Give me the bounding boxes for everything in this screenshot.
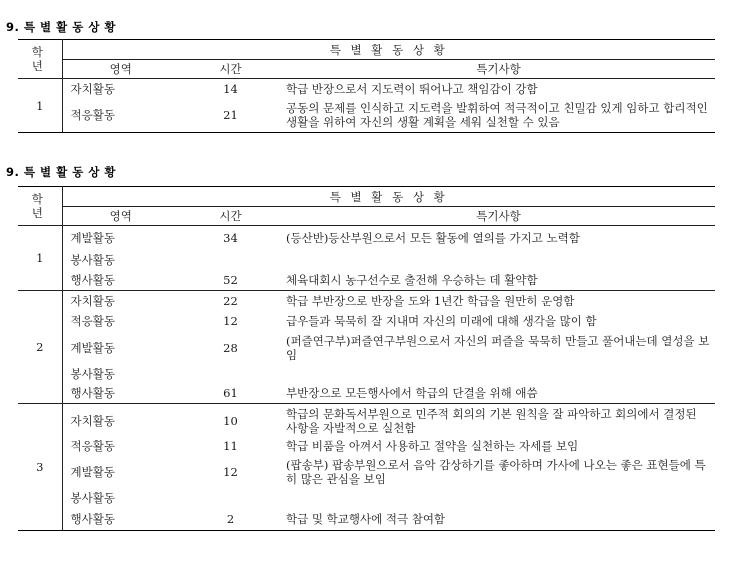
section1-table bbox=[18, 39, 715, 133]
notes-cell: (등산반)등산부원으로서 모든 활동에 열의를 가지고 노력함 bbox=[286, 231, 580, 245]
notes-cell: 급우들과 묵묵히 잘 지내며 자신의 미래에 대해 생각을 많이 함 bbox=[286, 314, 597, 328]
hours-cell bbox=[179, 365, 282, 383]
table-row bbox=[18, 437, 715, 454]
table-row bbox=[18, 454, 715, 489]
notes-cell: 부반장으로 모든행사에서 학급의 단결을 위해 애씀 bbox=[282, 383, 715, 404]
area-cell: 자치활동 bbox=[70, 413, 115, 428]
hours-cell: 61 bbox=[179, 383, 282, 404]
hours-header: 시간 bbox=[179, 207, 282, 226]
notes-cell: 공동의 문제를 인식하고 지도력을 발휘하여 적극적이고 친밀감 있게 임하고 합리적인 생활을 위하여 자신의 생활 계획을 세워 실천할 수 있음 bbox=[282, 98, 715, 133]
hours-cell bbox=[179, 489, 282, 507]
area-cell: 행사활동 bbox=[62, 269, 179, 291]
hours-cell: 21 bbox=[179, 98, 282, 133]
table-row bbox=[18, 311, 715, 331]
table-row bbox=[18, 404, 715, 438]
table-row bbox=[18, 383, 715, 404]
notes-cell: 체육대회시 농구선수로 출전해 우승하는 데 활약함 bbox=[282, 269, 715, 291]
area-cell: 자치활동 bbox=[70, 294, 115, 308]
hours-cell: 52 bbox=[179, 269, 282, 291]
hours-cell bbox=[179, 250, 282, 269]
area-cell: 행사활동 bbox=[62, 383, 179, 404]
table-row bbox=[18, 250, 715, 269]
notes-cell: (퍼즐연구부)퍼즐연구부원으로서 자신의 퍼즐을 묵묵히 만들고 풀어내는데 열성을 보임 bbox=[286, 334, 710, 362]
activity-group-header: 특 별 활 동 상 황 bbox=[62, 40, 715, 60]
grade-cell: 1 bbox=[18, 79, 62, 133]
table-row bbox=[18, 331, 715, 365]
notes-cell: 학급 및 학교행사에 적극 참여함 bbox=[282, 507, 715, 531]
table-row bbox=[18, 291, 715, 312]
hours-cell: 11 bbox=[223, 438, 238, 453]
notes-cell bbox=[282, 365, 715, 383]
table-row bbox=[18, 79, 715, 99]
notes-cell: 학급의 문화독서부원으로 민주적 회의의 기본 원칙을 잘 파악하고 회의에서 결정된 사항을 자발적으로 실천함 bbox=[286, 406, 697, 435]
table-row bbox=[18, 365, 715, 383]
grade-cell: 3 bbox=[18, 404, 62, 531]
notes-cell: 학급 반장으로서 지도력이 뛰어나고 책임감이 강함 bbox=[286, 81, 538, 96]
section1-title: 9. 특 별 활 동 상 황 bbox=[6, 20, 117, 34]
notes-cell bbox=[282, 250, 715, 269]
hours-cell: 12 bbox=[223, 464, 238, 479]
area-header: 영역 bbox=[62, 60, 179, 79]
notes-cell: 학급 부반장으로 반장을 도와 1년간 학급을 원만히 운영함 bbox=[286, 294, 575, 308]
notes-cell: (팝송부) 팝송부원으로서 음악 감상하기를 좋아하며 가사에 나오는 좋은 표현들에 특히 많은 관심을 보임 bbox=[286, 457, 706, 486]
area-cell: 계발활동 bbox=[70, 464, 115, 479]
grade-header: 학 년 bbox=[18, 187, 62, 226]
section2-table bbox=[18, 186, 715, 531]
table-row bbox=[18, 98, 715, 133]
table-row bbox=[18, 507, 715, 531]
notes-cell bbox=[282, 489, 715, 507]
area-cell: 적응활동 bbox=[62, 98, 179, 133]
hours-cell: 22 bbox=[223, 294, 238, 308]
area-cell: 적응활동 bbox=[70, 314, 115, 328]
grade-cell: 2 bbox=[18, 291, 62, 404]
hours-cell: 28 bbox=[223, 341, 238, 355]
notes-header: 특기사항 bbox=[282, 207, 715, 226]
table-row bbox=[18, 269, 715, 291]
area-cell: 행사활동 bbox=[62, 507, 179, 531]
section2-title: 9. 특 별 활 동 상 황 bbox=[6, 165, 117, 179]
area-cell: 봉사활동 bbox=[70, 252, 115, 267]
hours-header: 시간 bbox=[179, 60, 282, 79]
grade-cell: 1 bbox=[18, 226, 62, 291]
notes-cell: 학급 비품을 아껴서 사용하고 절약을 실천하는 자세를 보임 bbox=[286, 438, 579, 453]
hours-cell: 12 bbox=[223, 314, 238, 328]
area-cell: 봉사활동 bbox=[70, 491, 115, 505]
grade-header: 학 년 bbox=[18, 40, 62, 79]
hours-cell: 34 bbox=[223, 231, 238, 245]
hours-cell: 14 bbox=[223, 81, 238, 96]
area-header: 영역 bbox=[62, 207, 179, 226]
area-cell: 자치활동 bbox=[70, 81, 115, 96]
area-cell: 계발활동 bbox=[70, 231, 115, 245]
table-row bbox=[18, 489, 715, 507]
table-row bbox=[18, 226, 715, 251]
area-cell: 계발활동 bbox=[70, 341, 115, 355]
notes-header: 특기사항 bbox=[282, 60, 715, 79]
area-cell: 적응활동 bbox=[70, 438, 115, 453]
hours-cell: 10 bbox=[223, 413, 238, 428]
hours-cell: 2 bbox=[179, 507, 282, 531]
area-cell: 봉사활동 bbox=[70, 367, 115, 381]
activity-group-header: 특 별 활 동 상 황 bbox=[62, 187, 715, 207]
